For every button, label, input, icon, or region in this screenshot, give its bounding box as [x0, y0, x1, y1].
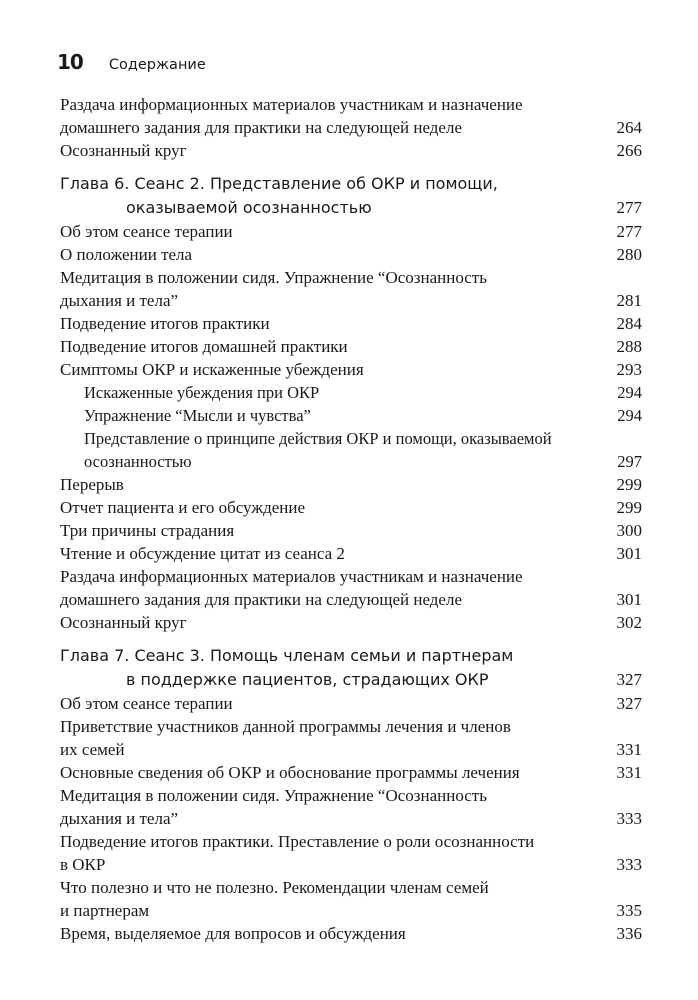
- toc-entry-title: осознанностью: [84, 452, 192, 471]
- toc-entry-title: Раздача информационных материалов участникам и назначение: [60, 95, 523, 114]
- toc-entry: [60, 116, 642, 139]
- toc-entry-title: Что полезно и что не полезно. Рекомендации членам семей: [60, 878, 489, 897]
- toc-entry-title: дыхания и тела”: [60, 291, 179, 310]
- running-title: Содержание: [108, 57, 206, 73]
- section-gap: [60, 634, 642, 644]
- toc-entry: [60, 312, 642, 335]
- toc-entry-title: Раздача информационных материалов участникам и назначение: [60, 567, 523, 586]
- page-header: [57, 50, 206, 74]
- toc-entry: [60, 565, 642, 588]
- toc-entry-title: Симптомы ОКР и искаженные убеждения: [60, 360, 364, 379]
- table-of-contents: [60, 93, 642, 945]
- toc-entry: [60, 807, 642, 830]
- toc-page-number: 277: [616, 198, 642, 217]
- toc-entry-title: Отчет пациента и его обсуждение: [60, 498, 306, 517]
- toc-page-number: 299: [616, 498, 642, 517]
- toc-page-number: 299: [616, 475, 642, 494]
- toc-entry-title: в поддержке пациентов, страдающих ОКР: [126, 670, 489, 689]
- toc-entry-title: Подведение итогов домашней практики: [60, 337, 348, 356]
- toc-page-number: 302: [616, 613, 642, 632]
- toc-entry: [60, 876, 642, 899]
- toc-entry: [60, 93, 642, 116]
- toc-page-number: 331: [616, 740, 642, 759]
- toc-page-number: 327: [616, 694, 642, 713]
- toc-subentry: [60, 427, 642, 450]
- toc-entry-title: Приветствие участников данной программы лечения и членов: [60, 717, 511, 736]
- toc-subentry: [60, 404, 642, 427]
- toc-page-number: 297: [617, 452, 642, 471]
- toc-entry: [60, 588, 642, 611]
- toc-entry: [60, 542, 642, 565]
- toc-page-number: 288: [616, 337, 642, 356]
- toc-page-number: 327: [616, 670, 642, 689]
- toc-entry-title: Осознанный круг: [60, 141, 187, 160]
- toc-entry-title: Перерыв: [60, 475, 124, 494]
- toc-page-number: 336: [616, 924, 642, 943]
- toc-entry-title: Медитация в положении сидя. Упражнение “Осознанность: [60, 786, 487, 805]
- toc-entry: [60, 139, 642, 162]
- toc-entry-title: Глава 7. Сеанс 3. Помощь членам семьи и партнерам: [60, 646, 514, 665]
- toc-entry-title: Искаженные убеждения при ОКР: [84, 383, 320, 402]
- toc-entry: [60, 519, 642, 542]
- toc-entry: [60, 715, 642, 738]
- toc-page-number: 281: [616, 291, 642, 310]
- toc-entry: [60, 899, 642, 922]
- toc-entry: [60, 473, 642, 496]
- toc-entry: [60, 243, 642, 266]
- toc-entry-title: Осознанный круг: [60, 613, 187, 632]
- section-gap: [60, 162, 642, 172]
- toc-entry: [60, 611, 642, 634]
- toc-entry-title: домашнего задания для практики на следующей неделе: [60, 118, 462, 137]
- toc-subentry: [60, 450, 642, 473]
- toc-entry-title: Три причины страдания: [60, 521, 235, 540]
- toc-entry-title: оказываемой осознанностью: [126, 198, 372, 217]
- toc-entry: [60, 738, 642, 761]
- toc-entry-title: Основные сведения об ОКР и обоснование программы лечения: [60, 763, 520, 782]
- toc-page-number: 301: [616, 590, 642, 609]
- toc-entry-title: дыхания и тела”: [60, 809, 179, 828]
- toc-entry-title: Об этом сеансе терапии: [60, 222, 233, 241]
- toc-entry-title: домашнего задания для практики на следующей неделе: [60, 590, 462, 609]
- toc-page-number: 264: [616, 118, 642, 137]
- toc-page-number: 284: [616, 314, 642, 333]
- toc-chapter-heading: [60, 668, 642, 692]
- toc-chapter-heading: [60, 172, 642, 196]
- toc-page-number: 301: [616, 544, 642, 563]
- toc-entry-title: Медитация в положении сидя. Упражнение “Осознанность: [60, 268, 487, 287]
- toc-entry-title: и партнерам: [60, 901, 150, 920]
- toc-entry-title: Упражнение “Мысли и чувства”: [84, 406, 311, 425]
- toc-entry: [60, 853, 642, 876]
- toc-entry: [60, 358, 642, 381]
- toc-page-number: 331: [616, 763, 642, 782]
- toc-entry: [60, 220, 642, 243]
- toc-chapter-heading: [60, 644, 642, 668]
- toc-page-number: 300: [616, 521, 642, 540]
- toc-page-number: 293: [616, 360, 642, 379]
- toc-entry: [60, 496, 642, 519]
- toc-entry: [60, 922, 642, 945]
- toc-entry: [60, 692, 642, 715]
- toc-entry-title: Подведение итогов практики: [60, 314, 270, 333]
- toc-entry: [60, 830, 642, 853]
- toc-chapter-heading: [60, 196, 642, 220]
- page-number: 10: [57, 50, 83, 74]
- toc-page-number: 294: [617, 406, 642, 425]
- toc-entry-title: Об этом сеансе терапии: [60, 694, 233, 713]
- toc-entry-title: в ОКР: [60, 855, 106, 874]
- toc-entry: [60, 335, 642, 358]
- toc-entry-title: О положении тела: [60, 245, 193, 264]
- toc-entry-title: Представление о принципе действия ОКР и помощи, оказываемой: [84, 429, 552, 448]
- toc-entry-title: Глава 6. Сеанс 2. Представление об ОКР и помощи,: [60, 174, 498, 193]
- toc-entry-title: Подведение итогов практики. Преставление о роли осознанности: [60, 832, 535, 851]
- toc-page-number: 333: [616, 855, 642, 874]
- toc-page-number: 266: [616, 141, 642, 160]
- toc-entry: [60, 289, 642, 312]
- toc-page-number: 333: [616, 809, 642, 828]
- toc-entry-title: их семей: [60, 740, 125, 759]
- toc-entry: [60, 761, 642, 784]
- toc-entry-title: Время, выделяемое для вопросов и обсуждения: [60, 924, 406, 943]
- toc-page-number: 280: [616, 245, 642, 264]
- toc-subentry: [60, 381, 642, 404]
- toc-entry: [60, 266, 642, 289]
- toc-entry: [60, 784, 642, 807]
- toc-entry-title: Чтение и обсуждение цитат из сеанса 2: [60, 544, 345, 563]
- toc-page-number: 277: [616, 222, 642, 241]
- toc-page-number: 294: [617, 383, 642, 402]
- toc-page-number: 335: [616, 901, 642, 920]
